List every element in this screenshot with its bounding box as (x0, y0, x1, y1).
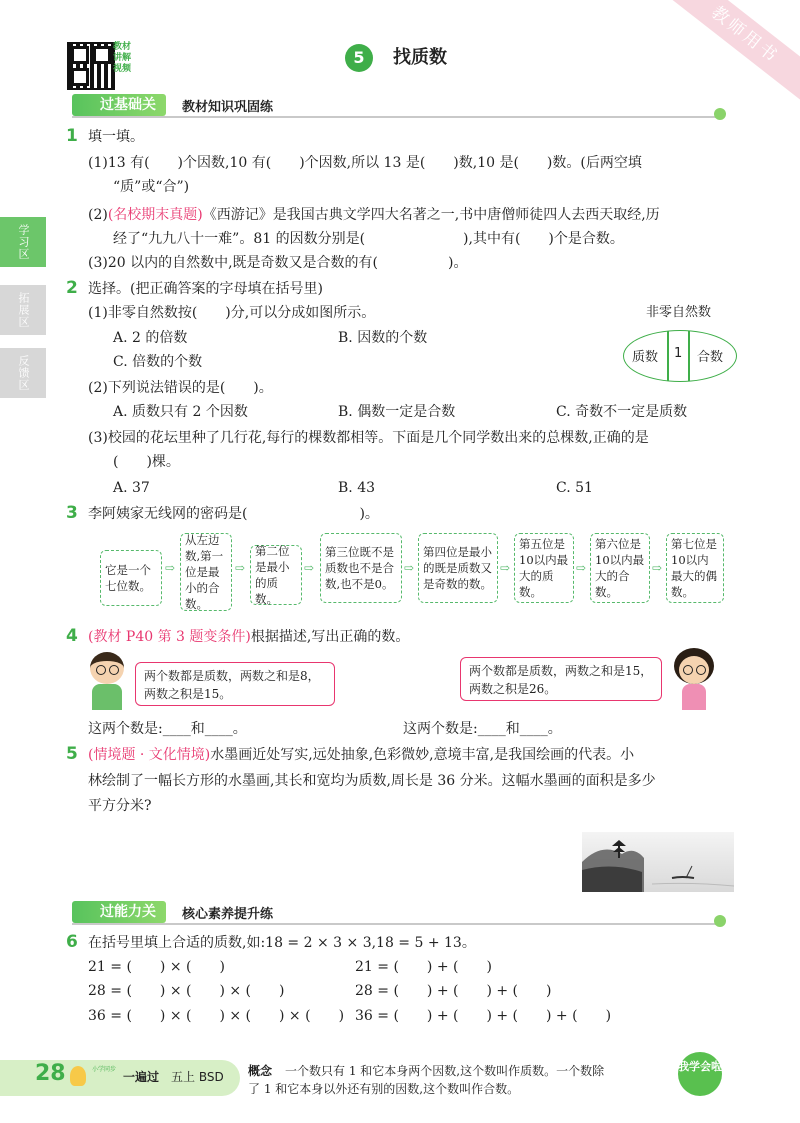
section-subtitle-basic: 教材知识巩固练 (182, 100, 274, 115)
q4-answer-left: 这两个数是:____和____。 (88, 721, 247, 737)
ink-painting-illustration (582, 832, 734, 892)
qr-code[interactable] (67, 42, 115, 90)
section-ability (72, 901, 722, 923)
q3-number: 3 (66, 503, 78, 523)
arrow-right-icon: ⇨ (304, 561, 315, 575)
q2-part3-option-b: B. 43 (338, 480, 376, 496)
side-tab-extend[interactable]: 拓展区 (0, 285, 46, 335)
q4-number: 4 (66, 626, 78, 646)
q2-part2-option-a: A. 质数只有 2 个因数 (113, 404, 248, 420)
q1-part1-line2: “质”或“合”) (113, 179, 190, 195)
leaf-icon (714, 915, 726, 927)
q2-part3-option-a: A. 37 (113, 480, 150, 496)
natural-number-diagram (623, 330, 737, 382)
edition-label: 五上 BSD (171, 1070, 224, 1084)
q6-row1-left: 21 = ( ) × ( ) (88, 959, 225, 975)
arrow-right-icon: ⇨ (404, 561, 415, 575)
arrow-right-icon: ⇨ (165, 561, 176, 575)
q5-tag: (情境题 · 文化情境) (88, 747, 211, 763)
section-basic (72, 94, 722, 116)
clue-box-4: 第三位既不是质数也不是合数,也不是0。 (320, 533, 402, 603)
q1-number: 1 (66, 126, 78, 146)
learned-badge: 我学会啦 (678, 1052, 722, 1096)
q1-part3: (3)20 以内的自然数中,既是奇数又是合数的有( )。 (88, 255, 468, 271)
q2-number: 2 (66, 278, 78, 298)
side-tab-feedback[interactable]: 反馈区 (0, 348, 46, 398)
boy-illustration (84, 652, 130, 710)
q5-number: 5 (66, 744, 78, 764)
diagram-prime: 质数 (632, 350, 659, 365)
q6-row2-right: 28 = ( ) + ( ) + ( ) (355, 983, 552, 999)
q2-part1: (1)非零自然数按( )分,可以分成如图所示。 (88, 305, 376, 321)
corner-stamp: 教师用书 (660, 0, 800, 107)
q6-row1-right: 21 = ( ) + ( ) (355, 959, 492, 975)
q4-tag: (教材 P40 第 3 题变条件) (88, 629, 251, 645)
q6-stem: 在括号里填上合适的质数,如:18 = 2 × 3 × 3,18 = 5 + 13。 (88, 935, 476, 951)
arrow-right-icon: ⇨ (500, 561, 511, 575)
q6-row2-left: 28 = ( ) × ( ) × ( ) (88, 983, 285, 999)
q4-stem: 根据描述,写出正确的数。 (250, 629, 410, 645)
q4-answer-right: 这两个数是:____和____。 (403, 721, 562, 737)
lesson-number-badge: 5 (345, 44, 373, 72)
page-number: 28 (35, 1061, 66, 1086)
girl-illustration (670, 648, 718, 710)
q1-part2-line1: (2)(名校期末真题)《西游记》是我国古典文学四大名著之一,书中唐僧师徒四人去西天取经,历 (88, 207, 660, 223)
q5-line3: 平方分米? (88, 798, 152, 814)
brand-mascot-icon (70, 1066, 86, 1086)
clue-box-5: 第四位是最小的既是质数又是奇数的数。 (418, 533, 498, 603)
section-badge-basic: 过基础关 (72, 94, 166, 116)
brand-small: 小学同步 (92, 1066, 117, 1073)
clue-box-7: 第六位是10以内最大的合数。 (590, 533, 650, 603)
q2-part1-option-b: B. 因数的个数 (338, 330, 428, 346)
section-subtitle-ability: 核心素养提升练 (182, 907, 274, 922)
speech-bubble-left: 两个数都是质数，两数之和是8，两数之积是15。 (135, 662, 335, 706)
speech-bubble-right: 两个数都是质数，两数之和是15，两数之积是26。 (460, 657, 662, 701)
q1-part2-line2: 经了“九九八十一难”。81 的因数分别是( ),其中有( )个是合数。 (113, 231, 624, 247)
section-badge-ability: 过能力关 (72, 901, 166, 923)
brand-name: 一遍过 (123, 1070, 160, 1084)
arrow-right-icon: ⇨ (652, 561, 663, 575)
clue-box-6: 第五位是10以内最大的质数。 (514, 533, 574, 603)
q6-row3-left: 36 = ( ) × ( ) × ( ) × ( ) (88, 1008, 345, 1024)
q2-stem: 选择。(把正确答案的字母填在括号里) (88, 281, 323, 297)
q6-number: 6 (66, 932, 78, 952)
concept-line1: 一个数只有 1 和它本身两个因数,这个数叫作质数。一个数除 (285, 1064, 605, 1078)
leaf-icon (714, 108, 726, 120)
q6-row3-right: 36 = ( ) + ( ) + ( ) + ( ) (355, 1008, 612, 1024)
q5-line2: 林绘制了一幅长方形的水墨画,其长和宽均为质数,周长是 36 分米。这幅水墨画的面积是多少 (88, 773, 656, 789)
q2-part1-option-a: A. 2 的倍数 (113, 330, 188, 346)
q1-stem: 填一填。 (88, 129, 144, 145)
q2-part2-option-b: B. 偶数一定是合数 (338, 404, 456, 420)
q1-part1-line1: (1)13 有( )个因数,10 有( )个因数,所以 13 是( )数,10 是( )数。(后两空填 (88, 155, 642, 171)
page-title: 找质数 (393, 47, 447, 68)
clue-box-3: 第二位是最小的质数。 (250, 545, 302, 605)
arrow-right-icon: ⇨ (235, 561, 246, 575)
q2-part1-option-c: C. 倍数的个数 (113, 354, 203, 370)
q2-part2-option-c: C. 奇数不一定是质数 (556, 404, 688, 420)
side-tab-learn[interactable]: 学习区 (0, 217, 46, 267)
diagram-one: 1 (674, 346, 683, 361)
diagram-composite: 合数 (697, 350, 724, 365)
q2-part2: (2)下列说法错误的是( )。 (88, 380, 273, 396)
concept-label: 概念 (248, 1064, 273, 1078)
q2-part3-line2: ( )棵。 (113, 454, 180, 470)
clue-box-1: 它是一个七位数。 (100, 550, 162, 606)
q5-line1: 水墨画近处写实,远处抽象,色彩微妙,意境丰富,是我国绘画的代表。小 (210, 747, 635, 763)
q1-part2-tag: (名校期末真题) (107, 207, 203, 223)
qr-label: 教材讲解视频 (113, 42, 132, 74)
diagram-title: 非零自然数 (646, 305, 712, 320)
clue-box-2: 从左边数,第一位是最小的合数。 (180, 533, 232, 611)
q3-stem: 李阿姨家无线网的密码是( )。 (88, 506, 379, 522)
concept-line2: 了 1 和它本身以外还有别的因数,这个数叫作合数。 (248, 1082, 520, 1096)
q2-part3-option-c: C. 51 (556, 480, 593, 496)
q2-part3-line1: (3)校园的花坛里种了几行花,每行的棵数都相等。下面是几个同学数出来的总棵数,正确的是 (88, 430, 649, 446)
arrow-right-icon: ⇨ (576, 561, 587, 575)
clue-box-8: 第七位是10以内最大的偶数。 (666, 533, 724, 603)
